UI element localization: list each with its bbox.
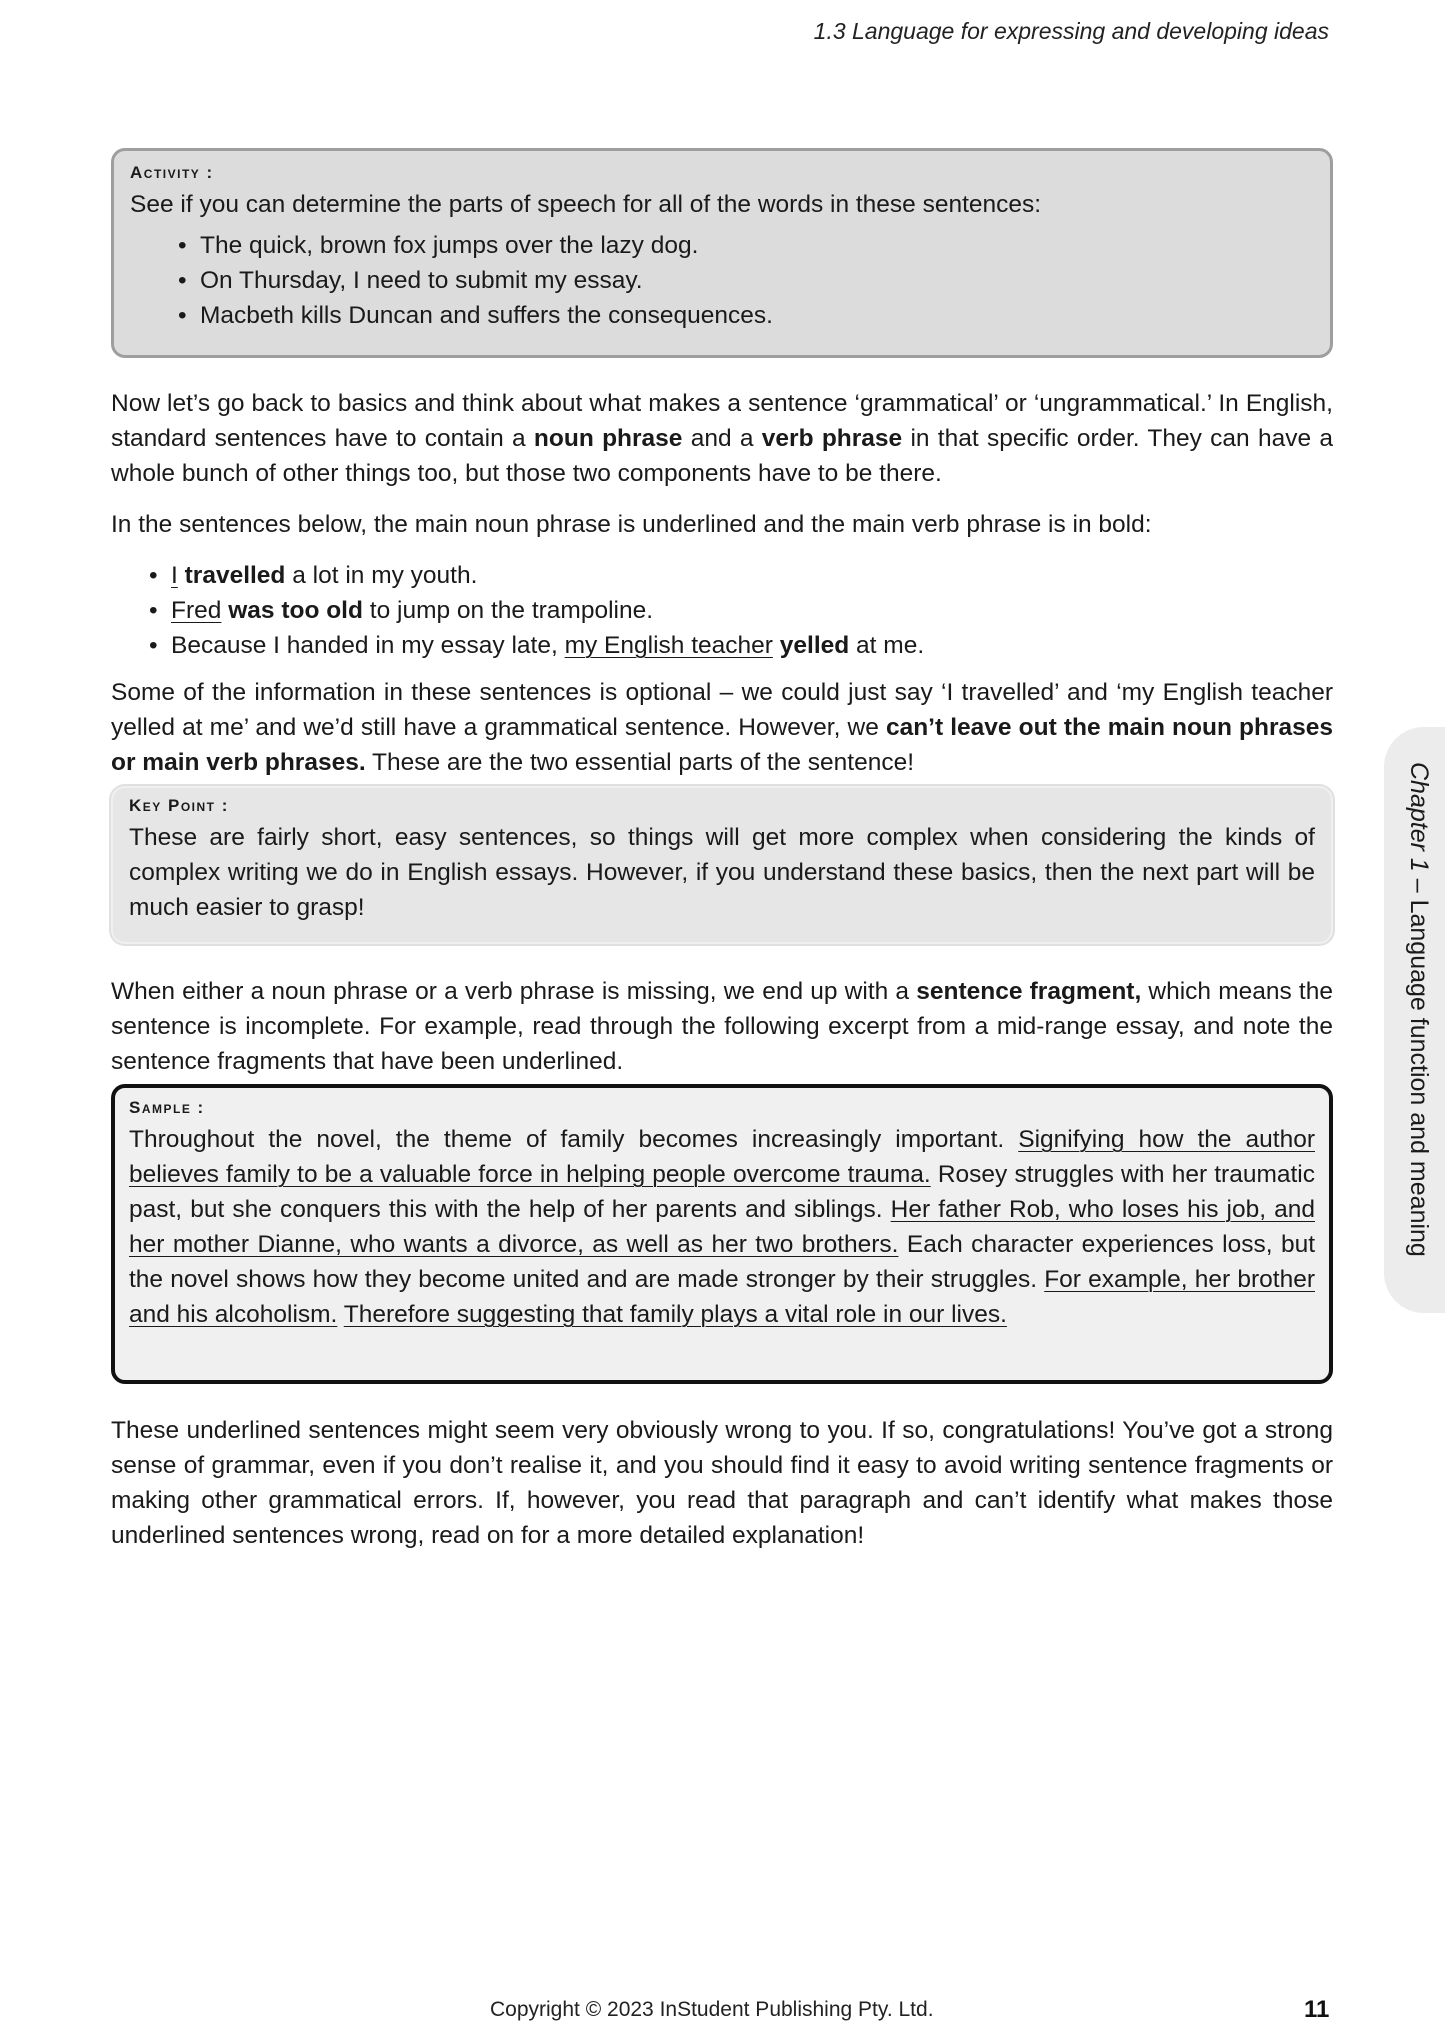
bold-term: sentence fragment,: [916, 978, 1142, 1005]
examples-list: [147, 558, 1327, 663]
paragraph-basics: [111, 386, 1333, 491]
fragment-underlined: For example, her brother and his alcoholism.: [129, 1266, 1315, 1328]
key-point-text: These are fairly short, easy sentences, so things will get more complex when considering the kinds of complex writing we do in English essays. However, if you understand these basics, then the next part will be much easier to grasp!: [129, 824, 1315, 921]
list-item: [147, 628, 1327, 663]
text-run: Each character experiences loss, but the novel shows how they become united and are made stronger by their struggles.: [129, 1231, 1316, 1293]
sample-box: [111, 1084, 1333, 1384]
noun-phrase: Fred: [171, 597, 222, 624]
running-head: 1.3 Language for expressing and developing ideas: [813, 18, 1329, 44]
text-run: These are the two essential parts of the sentence!: [365, 749, 915, 776]
noun-phrase: I: [171, 562, 178, 589]
activity-list: [130, 228, 1314, 333]
text-run: at me.: [849, 632, 925, 659]
fragment-underlined: Her father Rob, who loses his job, and her mother Dianne, who wants a divorce, as well as her two brothers.: [129, 1196, 1315, 1258]
verb-phrase: yelled: [779, 632, 850, 659]
text-run: Now let’s go back to basics and think about what makes a sentence ‘grammatical’ or ‘ungrammatical.’ In English, standard sentences have to contain a: [111, 390, 1333, 452]
sample-label: Sample :: [129, 1098, 205, 1117]
key-point-label: Key Point :: [129, 796, 229, 815]
bold-term: verb phrase: [761, 425, 903, 452]
verb-phrase: travelled: [184, 562, 286, 589]
page-number: 11: [1304, 1996, 1330, 2023]
text-run: Some of the information in these sentences is optional – we could just say ‘I travelled’ and ‘my English teacher yelled at me’ and we’d still have a grammatical sentence. However, we: [111, 679, 1333, 741]
list-item: • On Thursday, I need to submit my essay.: [130, 263, 1314, 298]
noun-phrase: my English teacher: [564, 632, 773, 659]
list-item: • The quick, brown fox jumps over the lazy dog.: [130, 228, 1314, 263]
fragment-underlined: Signifying how the author believes family to be a valuable force in helping people overcome trauma.: [129, 1126, 1315, 1188]
text-run: and a: [682, 425, 762, 452]
activity-label: Activity :: [130, 163, 214, 182]
paragraph-fragment: [111, 974, 1333, 1079]
list-item: • Macbeth kills Duncan and suffers the consequences.: [130, 298, 1314, 333]
chapter-number: Chapter 1: [1405, 762, 1433, 872]
footer-copyright: Copyright © 2023 InStudent Publishing Pty. Ltd.: [490, 1998, 934, 2021]
text-run: Throughout the novel, the theme of family becomes increasingly important.: [129, 1126, 1019, 1153]
key-point-box: [111, 786, 1333, 944]
activity-box: [111, 148, 1333, 358]
activity-intro: See if you can determine the parts of speech for all of the words in these sentences:: [130, 191, 1042, 218]
chapter-side-tab-label: [1397, 762, 1433, 1282]
list-item: [147, 593, 1327, 628]
text-run: Because I handed in my essay late,: [171, 632, 565, 659]
list-item: [147, 558, 1327, 593]
paragraph-optional: [111, 675, 1333, 780]
text-run: [178, 562, 185, 589]
bold-term: noun phrase: [533, 425, 683, 452]
chapter-title: – Language function and meaning: [1405, 871, 1433, 1257]
text-run: in that specific order. They can have a whole bunch of other things too, but those two components have to be there.: [111, 425, 1334, 487]
text-run: [773, 632, 780, 659]
sample-text: [129, 1122, 1315, 1332]
text-run: to jump on the trampoline.: [362, 597, 654, 624]
paragraph-conclusion: These underlined sentences might seem very obviously wrong to you. If so, congratulations! You’ve got a strong sense of grammar, even if you don’t realise it, and you should find it easy to avoid writing sentence fragments or making other grammatical errors. If, however, you read that paragraph and can’t identify what makes those underlined sentences wrong, read on for a more detailed explanation!: [111, 1417, 1333, 1549]
text-run: When either a noun phrase or a verb phrase is missing, we end up with a: [111, 978, 917, 1005]
bold-term: can’t leave out the main noun phrases or main verb phrases.: [111, 714, 1334, 776]
text-run: which means the sentence is incomplete. For example, read through the following excerpt from a mid-range essay, and note the sentence fragments that have been underlined.: [111, 978, 1333, 1075]
text-run: Rosey struggles with her traumatic past, but she conquers this with the help of her parents and siblings.: [129, 1161, 1315, 1223]
fragment-underlined: Therefore suggesting that family plays a vital role in our lives.: [343, 1301, 1007, 1328]
text-run: a lot in my youth.: [285, 562, 478, 589]
paragraph-examples-intro: In the sentences below, the main noun phrase is underlined and the main verb phrase is in bold:: [111, 511, 1152, 538]
verb-phrase: was too old: [228, 597, 363, 624]
